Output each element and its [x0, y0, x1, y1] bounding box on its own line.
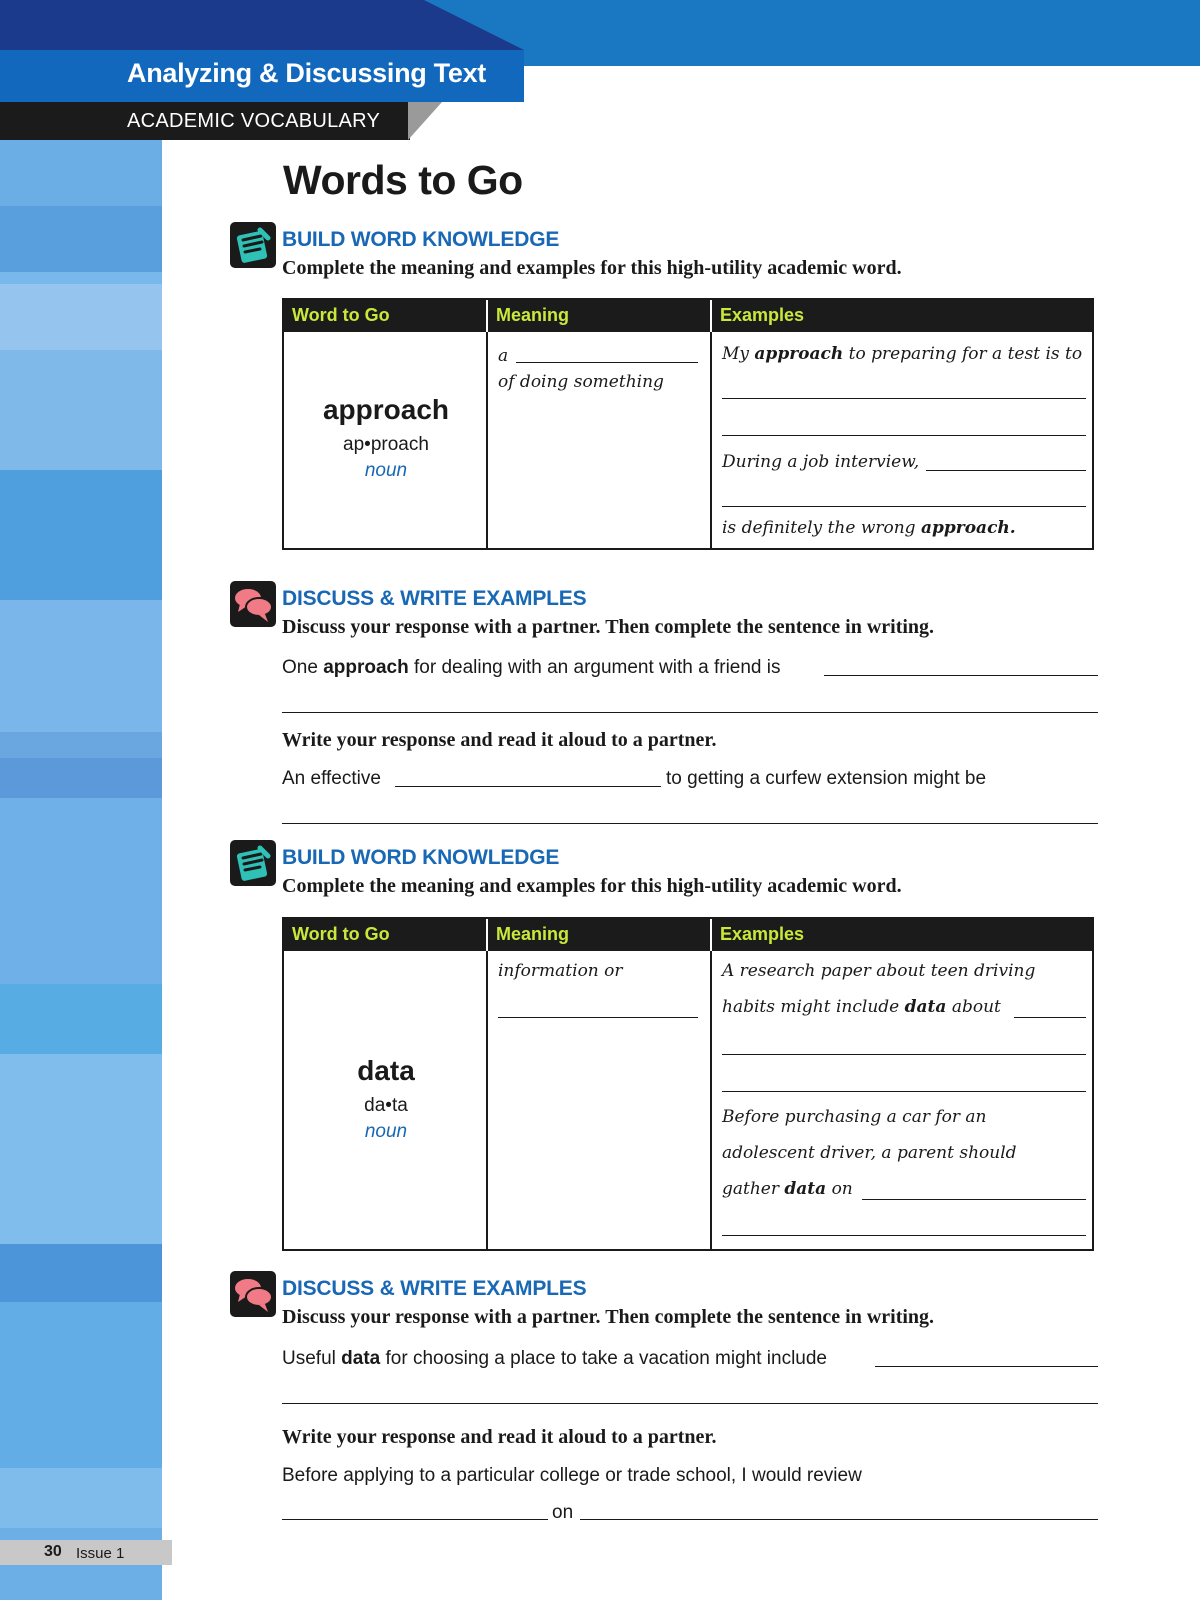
sentence-frame-4-mid: on	[552, 1502, 574, 1523]
example-2-line-1: Before purchasing a car for an	[722, 1107, 987, 1127]
word-cell	[284, 951, 488, 1249]
build-word-knowledge-section-2	[230, 840, 1100, 904]
word-cell	[284, 332, 488, 548]
section-heading: DISCUSS & WRITE EXAMPLES	[282, 1277, 587, 1300]
example-blank-2[interactable]	[722, 1054, 1086, 1055]
example-3: is definitely the wrong approach.	[722, 518, 1016, 538]
frame-blank-7[interactable]	[282, 1519, 548, 1520]
example-blank-1[interactable]	[1014, 1017, 1086, 1018]
sentence-frame-3: Useful data for choosing a place to take a vacation might include	[282, 1348, 827, 1369]
section-instruction: Discuss your response with a partner. Then complete the sentence in writing.	[282, 616, 935, 638]
build-word-knowledge-section-1	[230, 222, 1100, 286]
write-instruction: Write your response and read it aloud to a partner.	[282, 1426, 717, 1448]
section-heading: BUILD WORD KNOWLEDGE	[282, 846, 560, 869]
discuss-write-section-2	[230, 1271, 1100, 1335]
header-meaning: Meaning	[488, 919, 712, 951]
discuss-write-section-1	[230, 581, 1100, 645]
header-examples: Examples	[720, 924, 805, 944]
sentence-frame-4: Before applying to a particular college or trade school, I would review	[282, 1465, 862, 1486]
meaning-text-2: of doing something	[498, 372, 664, 392]
example-2-line-3: gather data on	[722, 1179, 853, 1199]
syllables: ap•proach	[343, 434, 429, 455]
notepad-icon	[230, 840, 276, 886]
examples-cell	[712, 332, 1092, 548]
header-examples: Examples	[720, 305, 805, 325]
side-stripes	[0, 140, 162, 1600]
part-of-speech: noun	[364, 460, 408, 481]
example-2: During a job interview,	[722, 452, 920, 472]
meaning-cell	[488, 951, 712, 1249]
page-title: Words to Go	[283, 157, 523, 203]
sub-title-shadow	[408, 102, 442, 140]
header-word-to-go: Word to Go	[284, 919, 488, 951]
example-blank-3[interactable]	[722, 1091, 1086, 1092]
vocab-table-data	[282, 917, 1094, 1251]
table-body	[284, 332, 1092, 548]
frame-blank-6[interactable]	[282, 1403, 1098, 1404]
meaning-text-1: a	[498, 346, 509, 366]
meaning-cell	[488, 332, 712, 548]
example-1-line-1: A research paper about teen driving	[722, 961, 1036, 981]
meaning-blank-1[interactable]	[498, 1017, 698, 1018]
notepad-icon	[230, 222, 276, 268]
table-header	[284, 300, 1092, 332]
syllables: da•ta	[364, 1095, 408, 1116]
vocab-word: data	[357, 1055, 415, 1086]
sub-title: ACADEMIC VOCABULARY	[127, 110, 381, 132]
sentence-frame-2-end: to getting a curfew extension might be	[666, 768, 987, 789]
section-heading: DISCUSS & WRITE EXAMPLES	[282, 587, 587, 610]
meaning-blank-1[interactable]	[516, 362, 698, 363]
speech-bubbles-icon	[230, 581, 276, 627]
page-number: 30	[44, 1543, 62, 1560]
section-instruction: Discuss your response with a partner. Then complete the sentence in writing.	[282, 1306, 935, 1328]
header-word-to-go: Word to Go	[284, 300, 488, 332]
sentence-frame-1: One approach for dealing with an argument with a friend is	[282, 657, 781, 678]
table-header	[284, 919, 1092, 951]
section-title: Analyzing & Discussing Text	[127, 58, 486, 88]
frame-blank-3[interactable]	[395, 786, 661, 787]
example-blank-5[interactable]	[722, 1235, 1086, 1236]
vocab-word: approach	[322, 394, 450, 425]
table-body	[284, 951, 1092, 1249]
header-meaning: Meaning	[488, 300, 712, 332]
examples-cell	[712, 951, 1092, 1249]
frame-blank-5[interactable]	[875, 1366, 1098, 1367]
section-instruction: Complete the meaning and examples for this high-utility academic word.	[282, 875, 902, 897]
example-blank-4[interactable]	[862, 1199, 1086, 1200]
section-instruction: Complete the meaning and examples for this high-utility academic word.	[282, 257, 902, 279]
frame-blank-1[interactable]	[824, 675, 1098, 676]
example-blank-1[interactable]	[722, 398, 1086, 399]
write-instruction: Write your response and read it aloud to a partner.	[282, 729, 717, 751]
issue-label: Issue 1	[76, 1545, 125, 1562]
example-blank-2[interactable]	[722, 435, 1086, 436]
sentence-frame-2-start: An effective	[282, 768, 381, 789]
example-blank-4[interactable]	[722, 506, 1086, 507]
example-1-line-2: habits might include data about	[722, 997, 1001, 1017]
section-heading: BUILD WORD KNOWLEDGE	[282, 228, 560, 251]
part-of-speech: noun	[364, 1121, 408, 1142]
frame-blank-8[interactable]	[580, 1519, 1098, 1520]
frame-blank-4[interactable]	[282, 823, 1098, 824]
example-blank-3[interactable]	[926, 470, 1086, 471]
speech-bubbles-icon	[230, 1271, 276, 1317]
meaning-text-1: information or	[498, 961, 623, 981]
example-2-line-2: adolescent driver, a parent should	[722, 1143, 1017, 1163]
example-1: My approach to preparing for a test is to	[722, 344, 1083, 364]
frame-blank-2[interactable]	[282, 712, 1098, 713]
vocab-table-approach	[282, 298, 1094, 550]
